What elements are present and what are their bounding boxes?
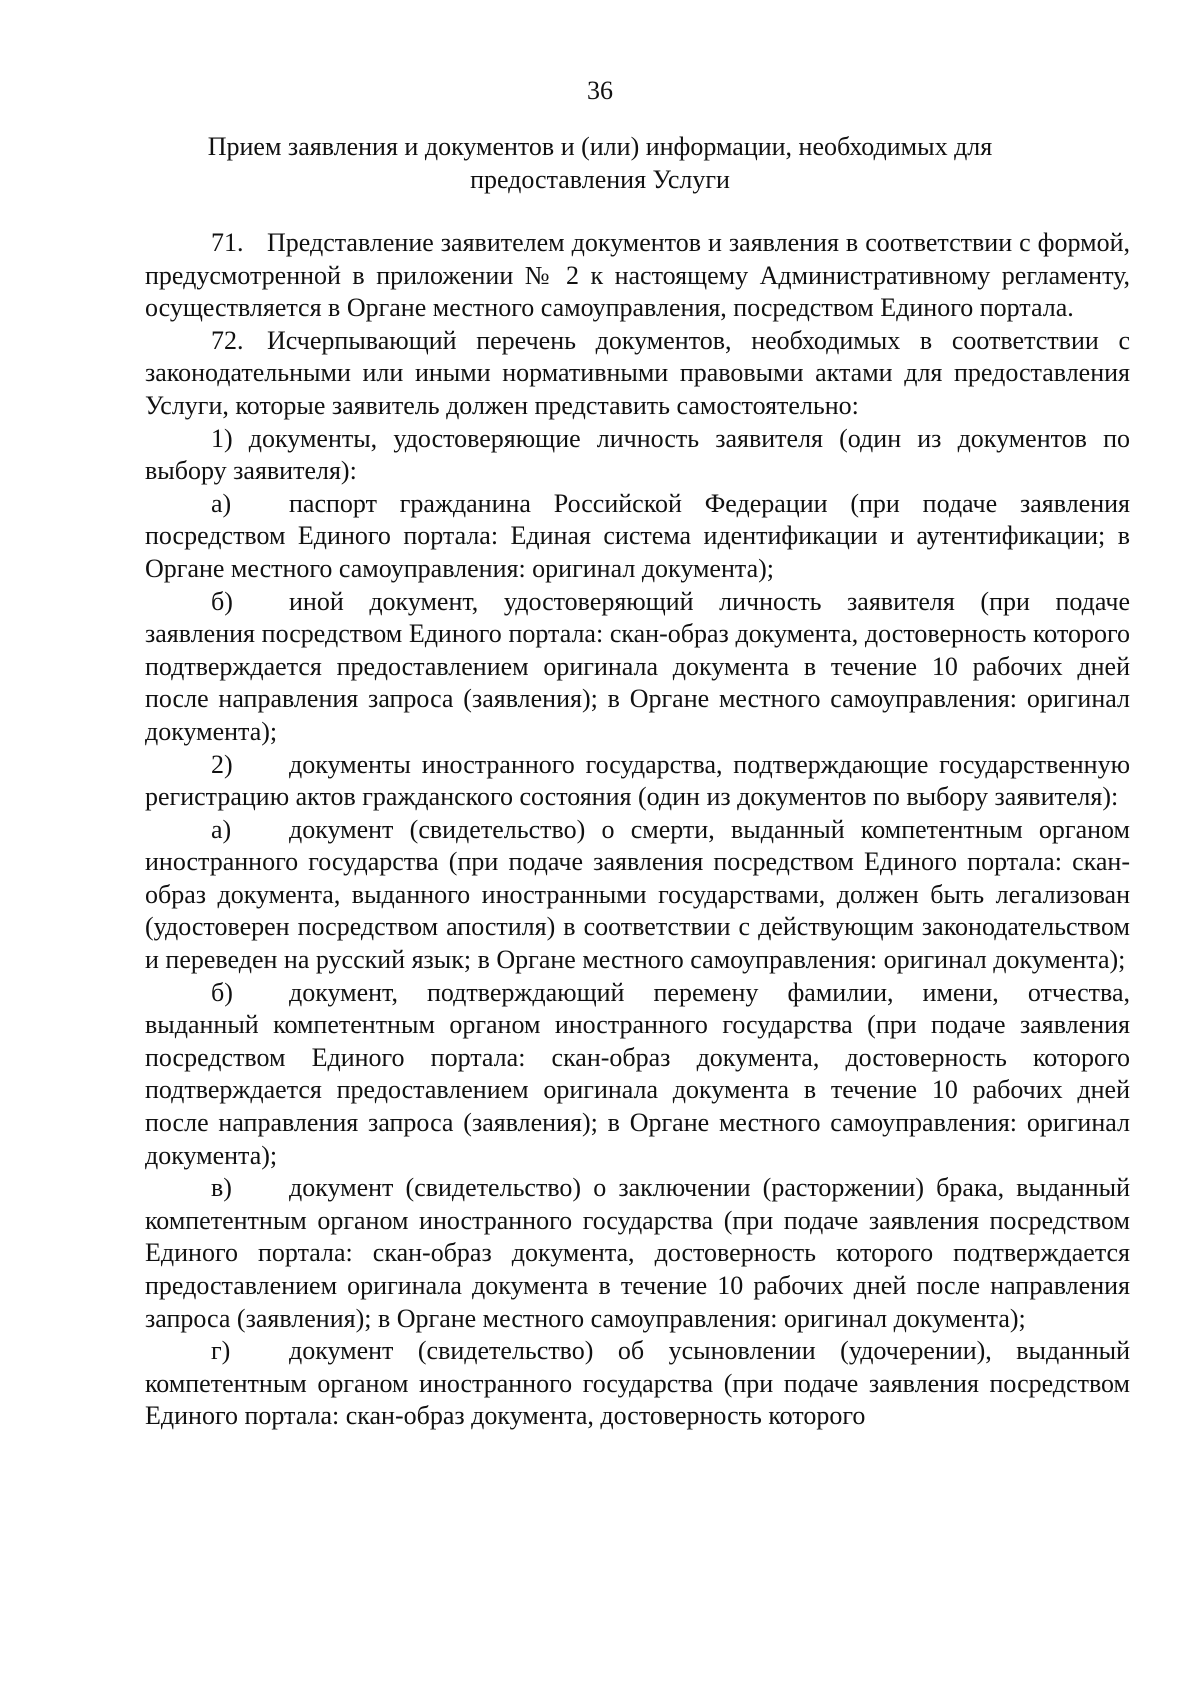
paragraph-72: [145, 325, 1130, 423]
paragraph-text: Исчерпывающий перечень документов, необходимых в соответствии с законодательными или иными нормативными правовыми актами для предоставления Услуги, которые заявитель должен представить самостоятельно:: [145, 325, 1130, 420]
paragraph-text: документ (свидетельство) об усыновлении (удочерении), выданный компетентным органом иностранного государства (при подаче заявления посредством Единого портала: скан-образ документа, достоверность которого: [145, 1336, 1130, 1431]
paragraph-71: [145, 227, 1130, 325]
item-marker: б): [211, 977, 233, 1007]
page-number: 36: [587, 76, 613, 105]
paragraph-text: иной документ, удостоверяющий личность заявителя (при подаче заявления посредством Единого портала: скан-образ документа, достоверность которого подтверждается предоставлением оригинала документа в течение 10 рабочих дней после направления запроса (заявления); в Органе местного самоуправления: оригинал документа);: [145, 586, 1130, 746]
paragraph-text: документ (свидетельство) о смерти, выданный компетентным органом иностранного государства (при подаче заявления посредством Единого портала: скан-образ документа, выданного иностранными государствами, должен быть легализован (удостоверен посредством апостиля) в соответствии с действующим законодательством и переведен на русский язык; в Органе местного самоуправления: оригинал документа);: [145, 814, 1130, 975]
item-marker: 2): [211, 749, 233, 779]
item-marker: а): [211, 488, 232, 518]
section-title: [170, 130, 1030, 196]
paragraph-number: 72.: [211, 325, 244, 355]
list-item-2v: [145, 1172, 1130, 1335]
section-title-line-1: Прием заявления и документов и (или) информации, необходимых для: [207, 132, 993, 161]
paragraph-text: документ (свидетельство) о заключении (расторжении) брака, выданный компетентным органом иностранного государства (при подаче заявления посредством Единого портала: скан-образ документа, достоверность которого подтверждается предоставлением оригинала документа в течение 10 рабочих дней после направления запроса (заявления); в Органе местного самоуправления: оригинал документа);: [145, 1173, 1130, 1333]
paragraph-text: документы иностранного государства, подтверждающие государственную регистрацию актов гражданского состояния (один из документов по выбору заявителя):: [145, 749, 1130, 812]
item-marker: б): [211, 586, 233, 616]
list-item-2g: [145, 1335, 1130, 1433]
list-item-2a: [145, 814, 1130, 977]
list-item-1a: [145, 488, 1130, 586]
list-item-1b: [145, 586, 1130, 749]
item-marker: а): [211, 814, 232, 844]
paragraph-text: документ, подтверждающий перемену фамилии, имени, отчества, выданный компетентным органом иностранного государства (при подаче заявления посредством Единого портала: скан-образ документа, достоверность которого подтверждается предоставлением оригинала документа в течение 10 рабочих дней после направления запроса (заявления); в Органе местного самоуправления: оригинал документа);: [145, 977, 1130, 1170]
list-item-1: [145, 423, 1130, 488]
item-marker: в): [211, 1173, 232, 1203]
paragraph-number: 71.: [211, 228, 244, 257]
paragraph-text: Представление заявителем документов и заявления в соответствии с формой, предусмотренной в приложении № 2 к настоящему Административному регламенту, осуществляется в Органе местного самоуправления, посредством Единого портала.: [145, 228, 1130, 323]
list-item-2: [145, 749, 1130, 814]
document-body: [145, 227, 1130, 1433]
list-item-2b: [145, 977, 1130, 1173]
paragraph-text: паспорт гражданина Российской Федерации (при подаче заявления посредством Единого портала: Единая система идентификации и аутентификации; в Органе местного самоуправления: оригинал документа);: [145, 488, 1130, 583]
section-title-line-2: предоставления Услуги: [470, 165, 730, 194]
paragraph-text: 1) документы, удостоверяющие личность заявителя (один из документов по выбору заявителя):: [145, 423, 1130, 486]
item-marker: г): [211, 1336, 231, 1366]
